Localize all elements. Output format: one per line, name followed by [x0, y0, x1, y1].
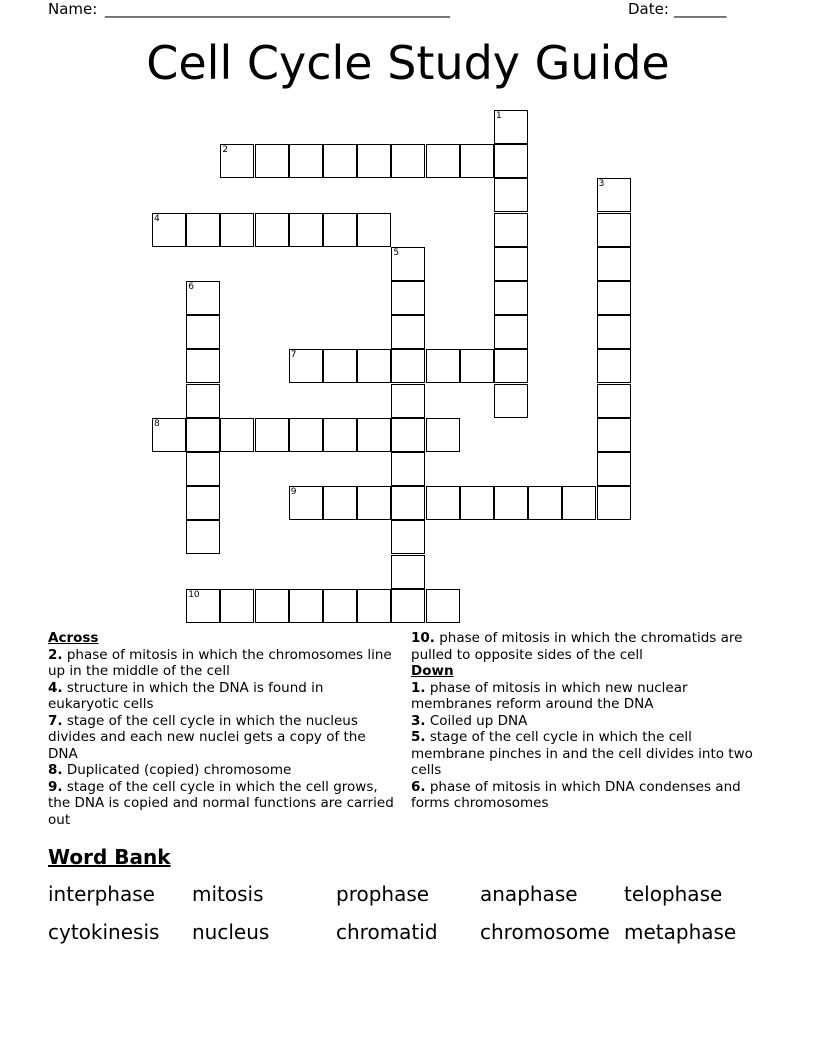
grid-cell[interactable]: [391, 452, 425, 486]
clue-number: 7: [290, 350, 297, 361]
grid-cell[interactable]: [323, 418, 357, 452]
grid-cell[interactable]: [357, 486, 391, 520]
grid-cell[interactable]: [460, 349, 494, 383]
grid-cell[interactable]: [391, 555, 425, 589]
grid-cell[interactable]: [494, 281, 528, 315]
grid-cell[interactable]: [528, 486, 562, 520]
grid-cell[interactable]: [426, 418, 460, 452]
grid-cell[interactable]: [494, 144, 528, 178]
clue-number: 6: [188, 282, 194, 292]
grid-cell[interactable]: [186, 486, 220, 520]
grid-cell[interactable]: [220, 213, 254, 247]
grid-cell[interactable]: [494, 247, 528, 281]
grid-cell[interactable]: [391, 520, 425, 554]
word-bank-word: cytokinesis: [48, 920, 160, 944]
name-blank-line: ______________________________________________: [105, 0, 450, 18]
grid-cell[interactable]: [255, 213, 289, 247]
clue-down-3: 3. Coiled up DNA: [411, 712, 528, 729]
word-bank-word: chromatid: [336, 920, 438, 944]
across-heading: Across: [48, 630, 99, 646]
down-heading: Down: [411, 663, 454, 679]
grid-cell[interactable]: [597, 247, 631, 281]
grid-cell[interactable]: [289, 418, 323, 452]
grid-cell[interactable]: [597, 452, 631, 486]
grid-cell[interactable]: [289, 144, 323, 178]
clue-across-10: 10. phase of mitosis in which the chromatids are pulled to opposite sides of the cell: [411, 630, 743, 663]
grid-cell[interactable]: [357, 349, 391, 383]
grid-cell[interactable]: [357, 213, 391, 247]
clue-number: 9: [290, 487, 297, 498]
grid-cell[interactable]: [186, 213, 220, 247]
grid-cell[interactable]: [426, 144, 460, 178]
grid-cell[interactable]: [186, 384, 220, 418]
clue-number: 4: [154, 213, 160, 224]
grid-cell[interactable]: [186, 589, 220, 623]
grid-cell[interactable]: [391, 144, 425, 178]
clue-number: 5: [393, 247, 400, 258]
word-bank-title: Word Bank: [48, 845, 171, 869]
grid-cell[interactable]: [152, 418, 186, 452]
grid-cell[interactable]: [220, 418, 254, 452]
grid-cell[interactable]: [357, 144, 391, 178]
clue-number: 10: [188, 589, 200, 600]
grid-cell[interactable]: [323, 144, 357, 178]
grid-cell[interactable]: [323, 349, 357, 383]
grid-cell[interactable]: [391, 349, 425, 383]
grid-cell[interactable]: [152, 213, 186, 247]
grid-cell[interactable]: [255, 589, 289, 623]
clue-number: 1: [496, 111, 502, 121]
clue-number: 3: [598, 179, 605, 190]
grid-cell[interactable]: [255, 418, 289, 452]
grid-cell[interactable]: [186, 418, 220, 452]
grid-cell[interactable]: [391, 281, 425, 315]
clue-down-5: 5. stage of the cell cycle in which the cell membrane pinches in and the cell divides into two cells: [411, 729, 753, 778]
grid-cell[interactable]: [323, 486, 357, 520]
grid-cell[interactable]: [597, 315, 631, 349]
word-bank-word: anaphase: [480, 882, 578, 906]
grid-cell[interactable]: [494, 213, 528, 247]
grid-cell[interactable]: [426, 486, 460, 520]
word-bank-word: mitosis: [192, 882, 264, 906]
word-bank-word: metaphase: [624, 920, 737, 944]
date-label: Date:: [628, 0, 669, 18]
grid-cell[interactable]: [391, 589, 425, 623]
word-bank-word: telophase: [624, 882, 723, 906]
clue-across-9: 9. stage of the cell cycle in which the cell grows, the DNA is copied and normal functions are carried out: [48, 778, 394, 828]
clues-right-column: [411, 630, 761, 812]
grid-cell[interactable]: [357, 589, 391, 623]
grid-cell[interactable]: [391, 418, 425, 452]
grid-cell[interactable]: [494, 486, 528, 520]
grid-cell[interactable]: [289, 486, 323, 520]
clue-across-4: 4. structure in which the DNA is found in eukaryotic cells: [48, 679, 324, 712]
grid-cell[interactable]: [391, 384, 425, 418]
clue-down-6: 6. phase of mitosis in which DNA condenses and forms chromosomes: [411, 778, 741, 811]
grid-cell[interactable]: [289, 213, 323, 247]
grid-cell[interactable]: [426, 349, 460, 383]
word-bank-word: chromosome: [480, 920, 610, 944]
grid-cell[interactable]: [597, 349, 631, 383]
grid-cell[interactable]: [391, 247, 425, 281]
grid-cell[interactable]: [323, 589, 357, 623]
grid-cell[interactable]: [186, 349, 220, 383]
clues-left-column: [48, 630, 398, 828]
clue-number: 8: [154, 418, 160, 429]
grid-cell[interactable]: [494, 178, 528, 212]
clue-across-2: 2. phase of mitosis in which the chromosomes line up in the middle of the cell: [48, 646, 392, 679]
grid-cell[interactable]: [597, 213, 631, 247]
grid-cell[interactable]: [186, 452, 220, 486]
grid-cell[interactable]: [562, 486, 596, 520]
date-blank-line: _______: [674, 0, 727, 18]
grid-cell[interactable]: [186, 315, 220, 349]
word-bank-word: prophase: [336, 882, 430, 906]
grid-cell[interactable]: [494, 349, 528, 383]
grid-cell[interactable]: [597, 418, 631, 452]
page-title: Cell Cycle Study Guide: [146, 36, 670, 90]
grid-cell[interactable]: [494, 315, 528, 349]
grid-cell[interactable]: [460, 486, 494, 520]
grid-cell[interactable]: [597, 486, 631, 520]
grid-cell[interactable]: [494, 110, 528, 144]
grid-cell[interactable]: [597, 178, 631, 212]
clue-across-7: 7. stage of the cell cycle in which the nucleus divides and each new nuclei gets a copy of the DNA: [48, 712, 366, 762]
grid-cell[interactable]: [426, 589, 460, 623]
grid-cell[interactable]: [597, 281, 631, 315]
grid-cell[interactable]: [357, 418, 391, 452]
grid-cell[interactable]: [220, 589, 254, 623]
word-bank-word: interphase: [48, 882, 155, 906]
clue-number: 2: [222, 145, 229, 156]
grid-cell[interactable]: [460, 144, 494, 178]
clue-across-8: 8. Duplicated (copied) chromosome: [48, 762, 292, 778]
grid-cell[interactable]: [186, 281, 220, 315]
grid-cell[interactable]: [391, 486, 425, 520]
grid-cell[interactable]: [220, 144, 254, 178]
grid-cell[interactable]: [323, 213, 357, 247]
grid-cell[interactable]: [494, 384, 528, 418]
grid-cell[interactable]: [597, 384, 631, 418]
word-bank-word: nucleus: [192, 920, 270, 944]
clue-down-1: 1. phase of mitosis in which new nuclear membranes reform around the DNA: [411, 679, 688, 712]
grid-cell[interactable]: [289, 349, 323, 383]
grid-cell[interactable]: [391, 315, 425, 349]
grid-cell[interactable]: [186, 520, 220, 554]
grid-cell[interactable]: [289, 589, 323, 623]
name-label: Name:: [48, 0, 98, 18]
grid-cell[interactable]: [255, 144, 289, 178]
